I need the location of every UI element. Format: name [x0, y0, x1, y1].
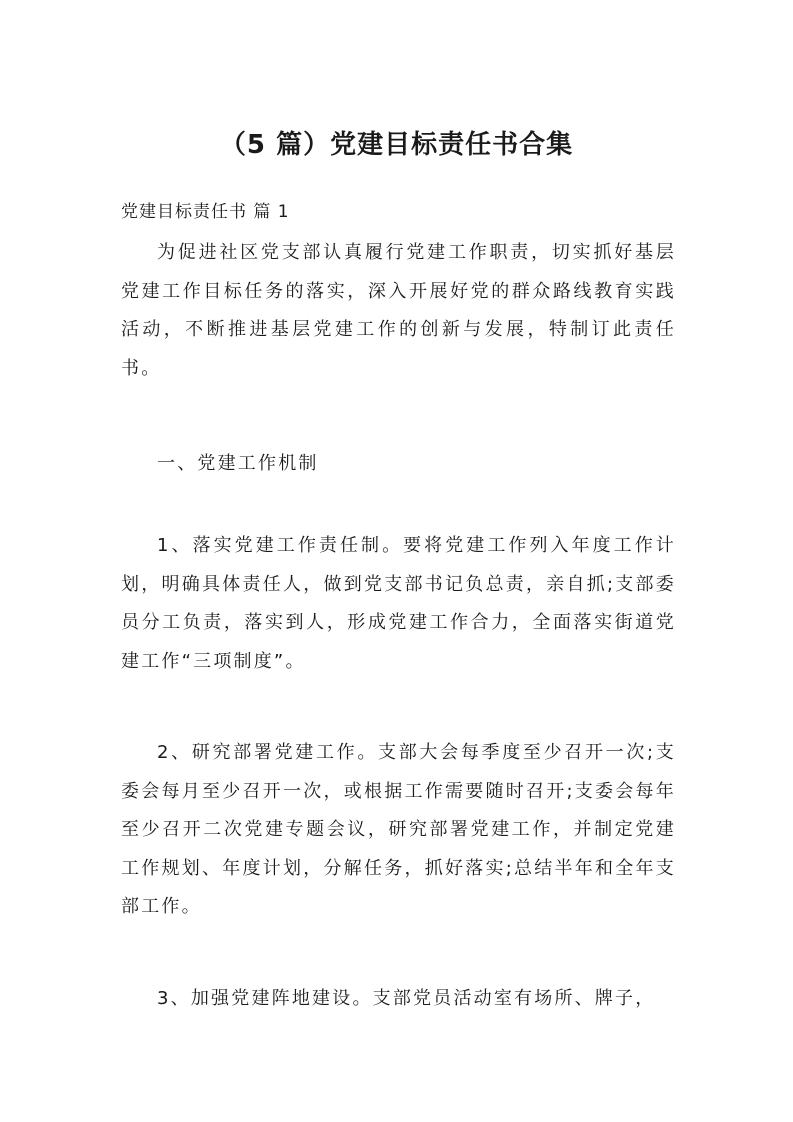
section-subtitle: 党建目标责任书 篇 1 — [121, 202, 290, 222]
paragraph-item-2: 2、研究部署党建工作。支部大会每季度至少召开一次;支委会每月至少召开一次，或根据工作需要随时召开;支委会每年至少召开二次党建专题会议，研究部署党建工作，并制定党建工作规划、年度计划，分解任务，抓好落实;总结半年和全年支部工作。 — [121, 742, 676, 917]
paragraph-item-1: 1、落实党建工作责任制。要将党建工作列入年度工作计划，明确具体责任人，做到党支部书记负总责，亲自抓;支部委员分工负责，落实到人，形成党建工作合力，全面落实街道党建工作“三项制度”。 — [121, 535, 676, 672]
paragraph-item-3: 3、加强党建阵地建设。支部党员活动室有场所、牌子， — [157, 988, 656, 1009]
section-heading: 一、党建工作机制 — [157, 453, 319, 474]
document-title: （5 篇）党建目标责任书合集 — [219, 130, 574, 160]
intro-paragraph: 为促进社区党支部认真履行党建工作职责，切实抓好基层党建工作目标任务的落实，深入开展好党的群众路线教育实践活动，不断推进基层党建工作的创新与发展，特制订此责任书。 — [121, 242, 676, 379]
